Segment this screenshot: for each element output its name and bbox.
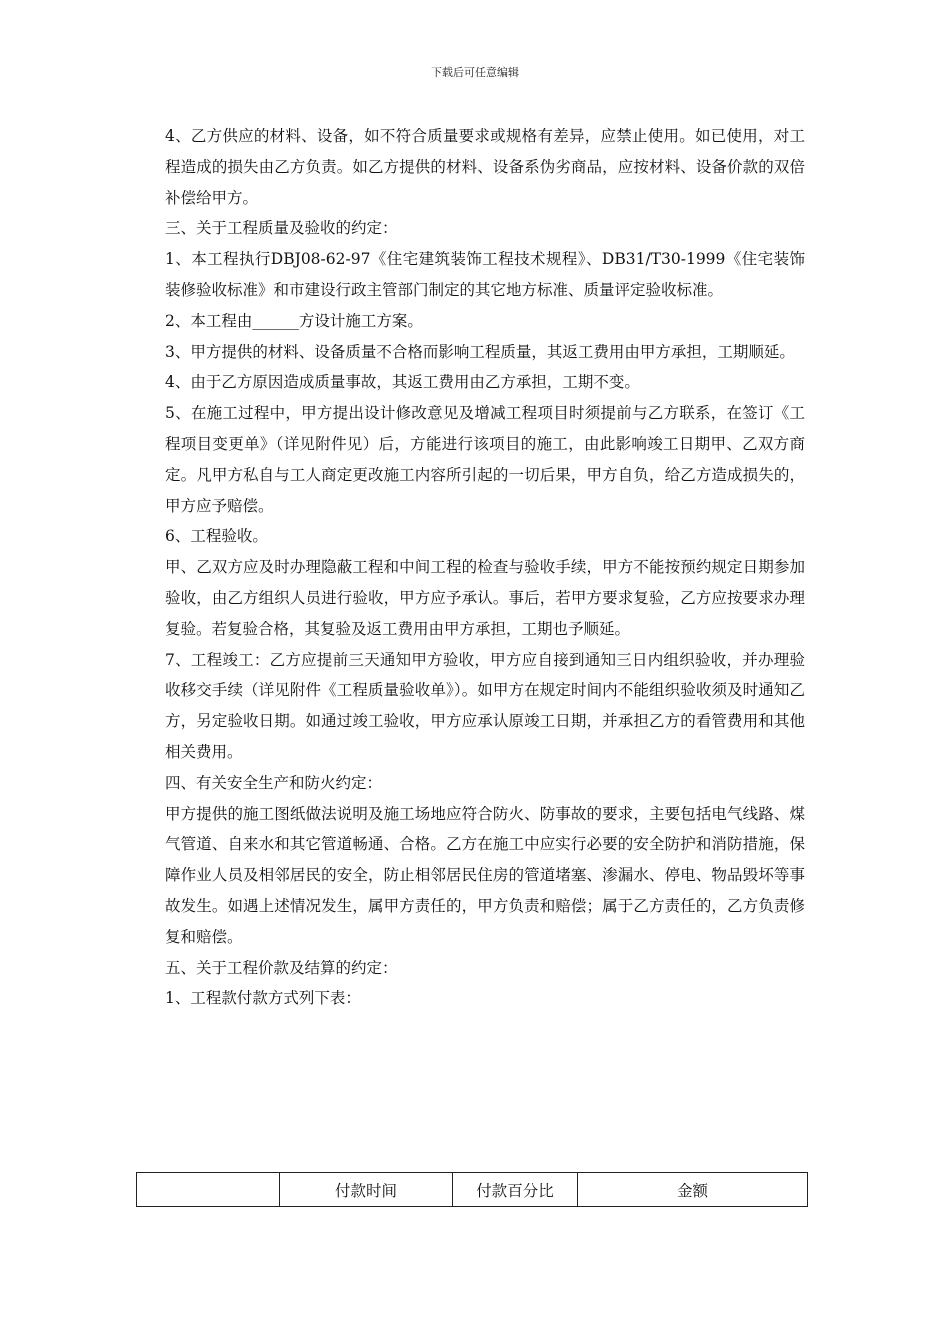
clause-4-materials: 4、乙方供应的材料、设备，如不符合质量要求或规格有差异，应禁止使用。如已使用，对工程造成的损失由乙方负责。如乙方提供的材料、设备系伪劣商品，应按材料、设备价款的双倍补偿给甲方。 — [165, 127, 805, 207]
table-header-amount: 金额 — [578, 1173, 808, 1207]
clause-3-1-standards: 1、本工程执行DBJ08-62-97《住宅建筑装饰工程技术规程》、DB31/T30-1999《住宅装饰装修验收标准》和市建设行政主管部门制定的其它地方标准、质量评定验收标准。 — [165, 250, 805, 299]
section-5-heading: 五、关于工程价款及结算的约定： — [165, 958, 398, 977]
table-header-payment-percent: 付款百分比 — [453, 1173, 578, 1207]
document-body — [165, 121, 805, 1014]
page-header: 下载后可任意编辑 — [431, 66, 519, 79]
payment-table — [136, 1172, 808, 1207]
clause-3-6-acceptance: 6、工程验收。 — [165, 527, 268, 546]
section-3-heading: 三、关于工程质量及验收的约定： — [165, 219, 398, 238]
table-header-blank — [137, 1173, 280, 1207]
clause-3-6-acceptance-text: 甲、乙双方应及时办理隐蔽工程和中间工程的检查与验收手续，甲方不能按预约规定日期参加验收，由乙方组织人员进行验收，甲方应予承认。事后，若甲方要求复验，乙方应按要求办理复验。若复验合格，其复验及返工费用由甲方承担，工期也予顺延。 — [165, 558, 805, 638]
table-header-row — [137, 1173, 808, 1207]
clause-3-5-changes: 5、在施工过程中，甲方提出设计修改意见及增减工程项目时须提前与乙方联系，在签订《工程项目变更单》（详见附件见）后，方能进行该项目的施工，由此影响竣工日期甲、乙双方商定。凡甲方私自与工人商定更改施工内容所引起的一切后果，甲方自负，给乙方造成损失的，甲方应予赔偿。 — [165, 404, 805, 515]
clause-5-1-payment: 1、工程款付款方式列下表： — [165, 989, 361, 1008]
section-4-heading: 四、有关安全生产和防火约定： — [165, 773, 383, 792]
section-4-safety-text: 甲方提供的施工图纸做法说明及施工场地应符合防火、防事故的要求，主要包括电气线路、煤气管道、自来水和其它管道畅通、合格。乙方在施工中应实行必要的安全防护和消防措施，保障作业人员及相邻居民的安全，防止相邻居民住房的管道堵塞、渗漏水、停电、物品毁坏等事故发生。如遇上述情况发生，属甲方责任的，甲方负责和赔偿；属于乙方责任的，乙方负责修复和赔偿。 — [165, 804, 805, 946]
clause-3-3-materials-quality: 3、甲方提供的材料、设备质量不合格而影响工程质量，其返工费用由甲方承担，工期顺延。 — [165, 342, 795, 361]
clause-3-4-quality-accident: 4、由于乙方原因造成质量事故，其返工费用由乙方承担，工期不变。 — [165, 373, 640, 392]
clause-3-2-design: 2、本工程由______方设计施工方案。 — [165, 311, 423, 330]
table-header-payment-time: 付款时间 — [280, 1173, 453, 1207]
clause-3-7-completion: 7、工程竣工：乙方应提前三天通知甲方验收，甲方应自接到通知三日内组织验收，并办理验收移交手续（详见附件《工程质量验收单》）。如甲方在规定时间内不能组织验收须及时通知乙方，另定验收日期。如通过竣工验收，甲方应承认原竣工日期，并承担乙方的看管费用和其他相关费用。 — [165, 650, 805, 761]
